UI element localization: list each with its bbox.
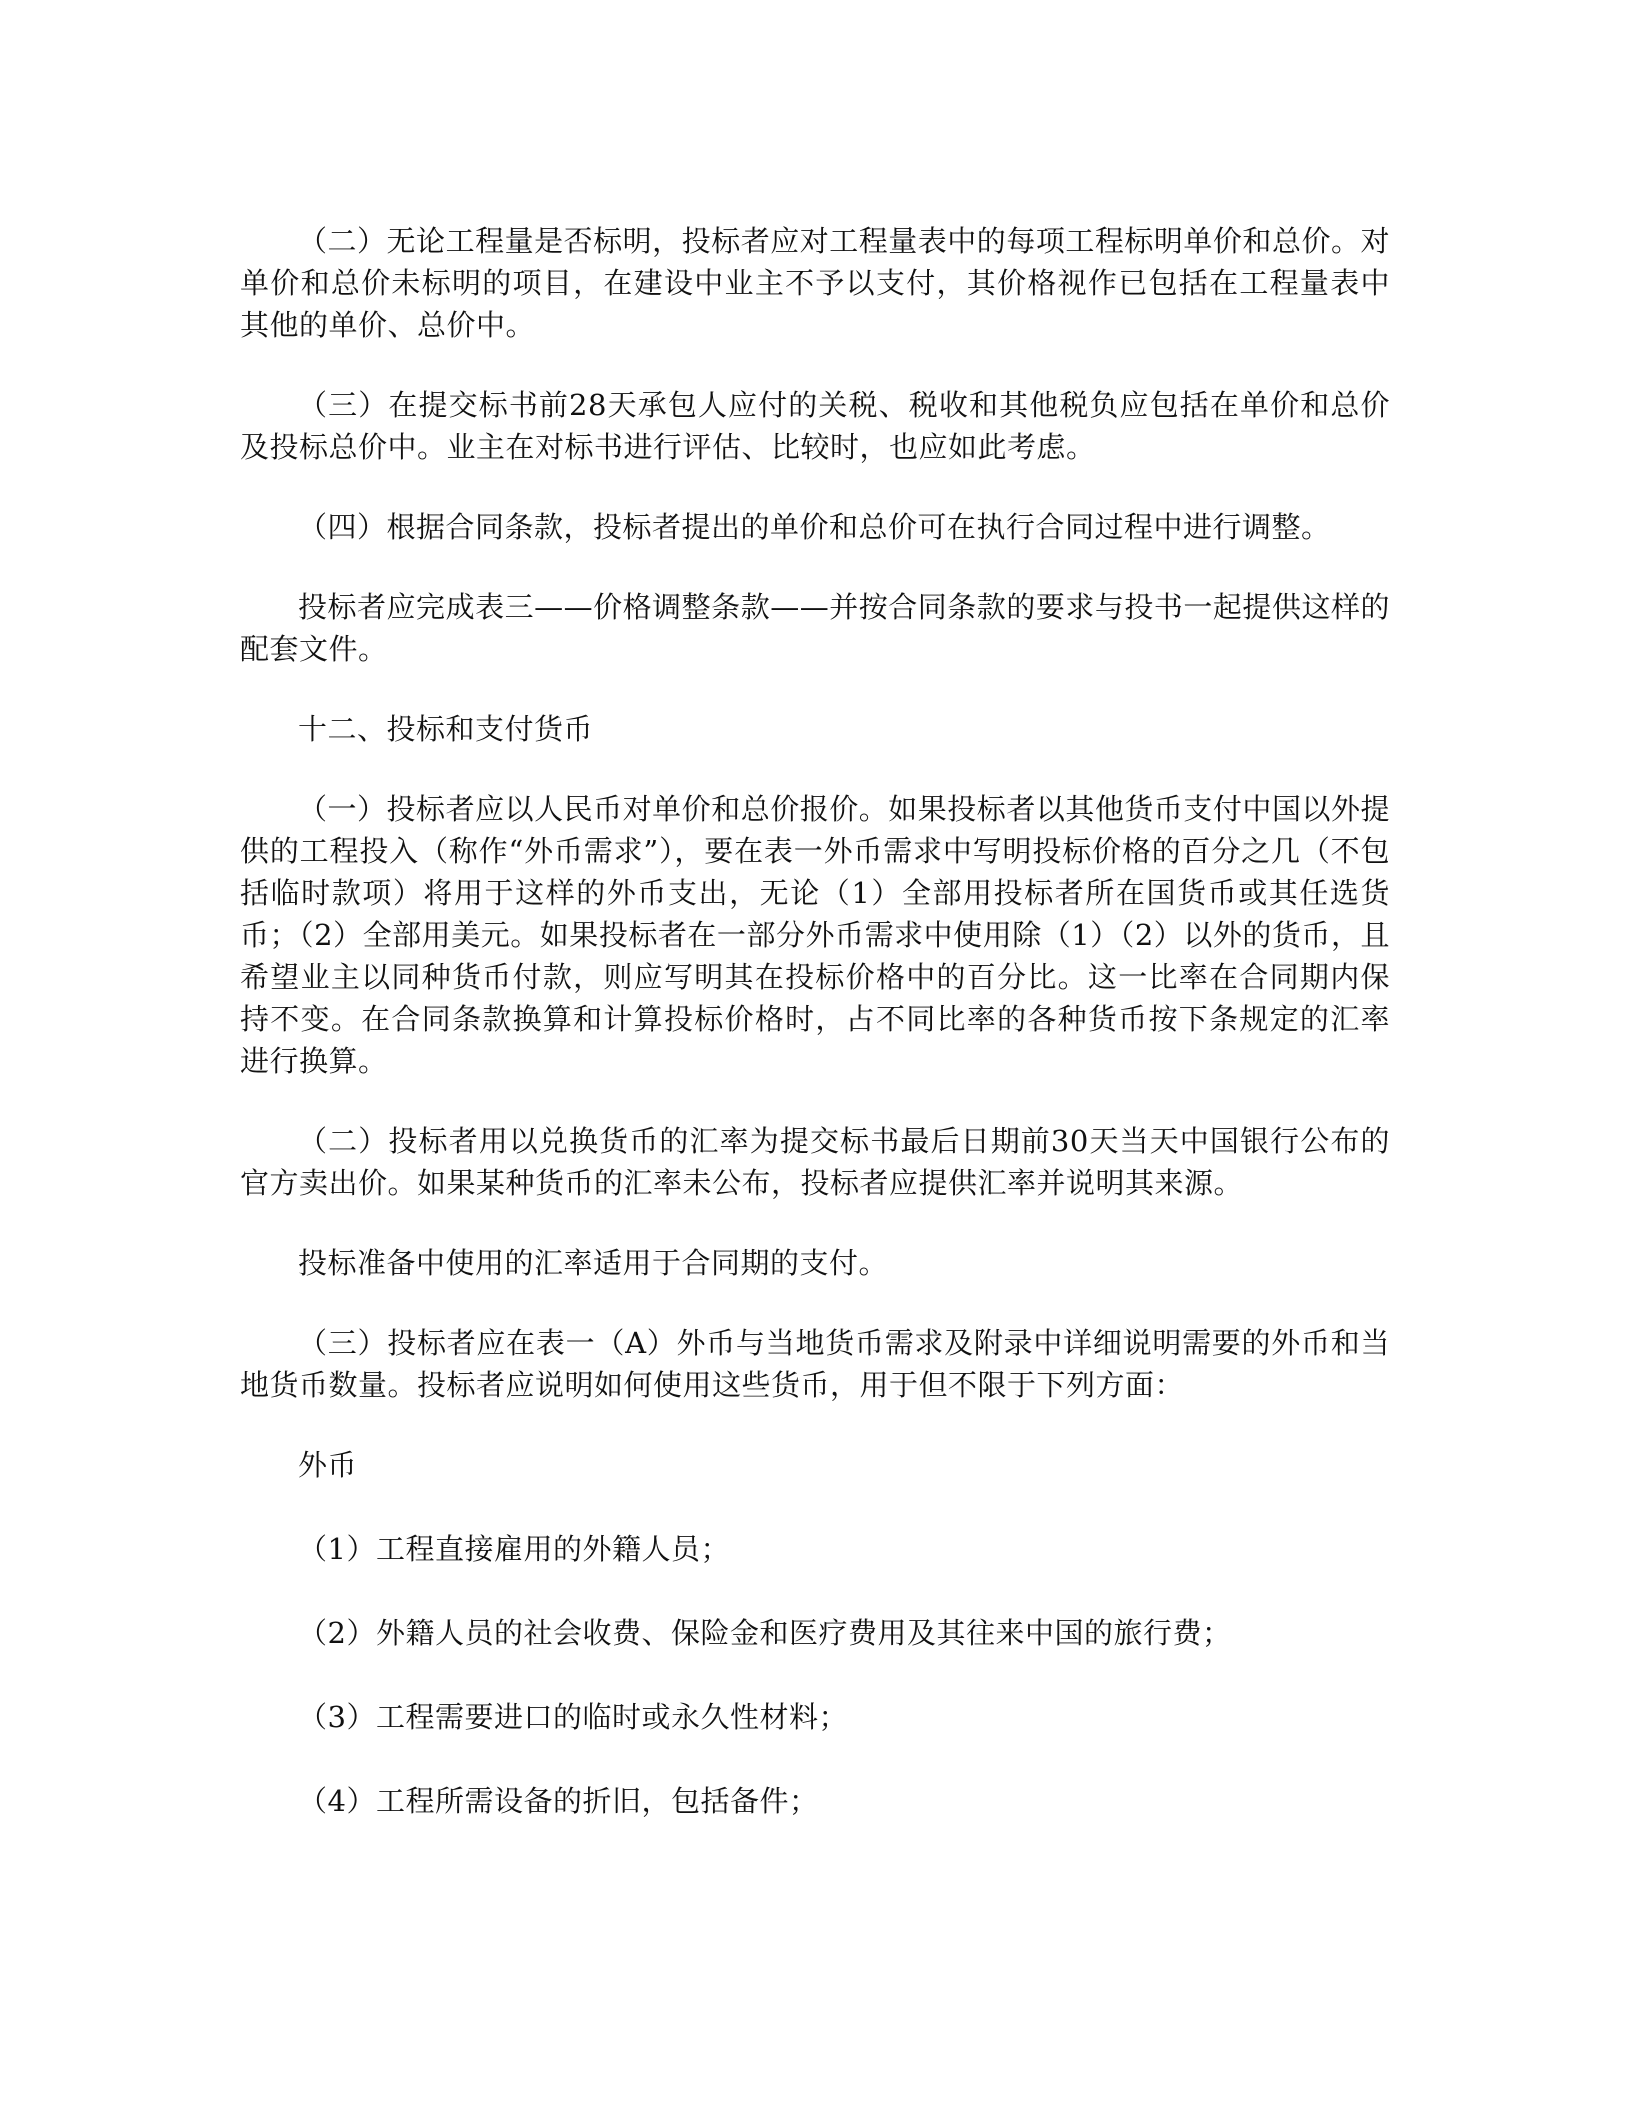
paragraph-table-three: 投标者应完成表三——价格调整条款——并按合同条款的要求与投书一起提供这样的配套文件。 — [240, 590, 1390, 666]
subheading-foreign-currency: 外币 — [298, 1448, 358, 1482]
paragraph-exchange-rate: （二）投标者用以兑换货币的汇率为提交标书最后日期前30天当天中国银行公布的官方卖出价。如果某种货币的汇率未公布，投标者应提供汇率并说明其来源。 — [240, 1124, 1390, 1200]
paragraph-price-adjustment: （四）根据合同条款，投标者提出的单价和总价可在执行合同过程中进行调整。 — [298, 510, 1331, 544]
document-page — [240, 220, 1390, 1864]
list-item: （4）工程所需设备的折旧，包括备件； — [298, 1784, 819, 1818]
paragraph-taxes: （三）在提交标书前28天承包人应付的关税、税收和其他税负应包括在单价和总价及投标总价中。业主在对标书进行评估、比较时，也应如此考虑。 — [240, 388, 1390, 464]
paragraph-rate-applies: 投标准备中使用的汇率适用于合同期的支付。 — [298, 1246, 889, 1280]
paragraph-unit-price-total: （二）无论工程量是否标明，投标者应对工程量表中的每项工程标明单价和总价。对单价和总价未标明的项目，在建设中业主不予以支付，其价格视作已包括在工程量表中其他的单价、总价中。 — [240, 224, 1390, 342]
list-item: （1）工程直接雇用的外籍人员； — [298, 1532, 730, 1566]
paragraph-currency-quote: （一）投标者应以人民币对单价和总价报价。如果投标者以其他货币支付中国以外提供的工程投入（称作“外币需求”），要在表一外币需求中写明投标价格的百分之几（不包括临时款项）将用于这样的外币支出，无论（1）全部用投标者所在国货币或其任选货币；（2）全部用美元。如果投标者在一部分外币需求中使用除（1）（2）以外的货币，且希望业主以同种货币付款，则应写明其在投标价格中的百分比。这一比率在合同期内保持不变。在合同条款换算和计算投标价格时，占不同比率的各种货币按下条规定的汇率进行换算。 — [240, 792, 1390, 1078]
section-heading-currency: 十二、投标和支付货币 — [298, 712, 594, 746]
paragraph-currency-needs: （三）投标者应在表一（A）外币与当地货币需求及附录中详细说明需要的外币和当地货币数量。投标者应说明如何使用这些货币，用于但不限于下列方面： — [240, 1326, 1390, 1402]
list-item: （2）外籍人员的社会收费、保险金和医疗费用及其往来中国的旅行费； — [298, 1616, 1232, 1650]
list-item: （3）工程需要进口的临时或永久性材料； — [298, 1700, 848, 1734]
